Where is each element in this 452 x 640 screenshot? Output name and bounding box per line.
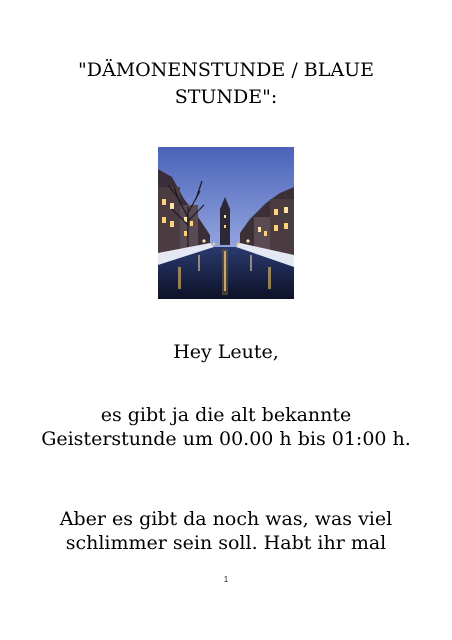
page-title: "DÄMONENSTUNDE / BLAUE STUNDE": [78, 59, 374, 108]
body-paragraph: Aber es gibt da noch was, was viel schlimmer sein soll. Habt ihr mal [59, 508, 393, 554]
greeting-paragraph: Hey Leute, [173, 341, 279, 363]
page-number: 1 [223, 575, 229, 584]
body-paragraph: es gibt ja die alt bekannte Geisterstunde um 00.00 h bis 01:00 h. [41, 404, 411, 450]
canal-photo [158, 147, 294, 299]
